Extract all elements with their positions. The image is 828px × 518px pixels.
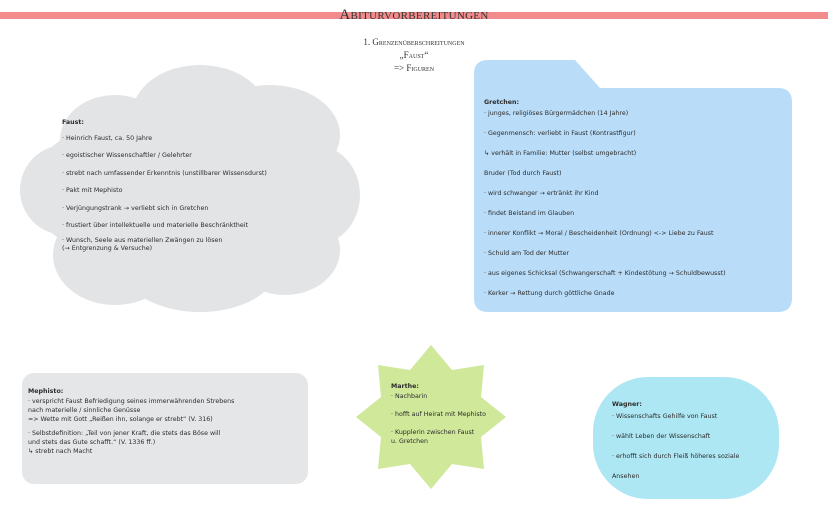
list-item: · wird schwanger → ertränkt ihr Kind	[484, 190, 599, 197]
list-item: · Kerker → Rettung durch göttliche Gnade	[484, 290, 615, 297]
faust-heading: Faust:	[62, 119, 84, 126]
list-item: · Schuld am Tod der Mutter	[484, 250, 570, 257]
list-item: · Selbstdefinition: „Teil von jener Kraft, die stets das Böse will	[28, 430, 221, 437]
list-item: (→ Entgrenzung & Versuche)	[62, 244, 153, 252]
list-item: · strebt nach umfassender Erkenntnis (unstillbarer Wissensdurst)	[62, 169, 267, 177]
list-item: · Wissenschafts Gehilfe von Faust	[612, 413, 718, 420]
list-item: · findet Beistand im Glauben	[484, 210, 575, 217]
subtitle-topic: => Figuren	[393, 63, 435, 73]
list-item: · erhofft sich durch Fleiß höheres soziale	[612, 453, 740, 460]
list-item: · Wunsch, Seele aus materiellen Zwängen zu lösen	[62, 236, 223, 244]
list-item: Ansehen	[612, 473, 640, 480]
list-item: · junges, religiöses Bürgermädchen (14 Jahre)	[484, 110, 629, 117]
page-title: Abiturvorbereitungen	[339, 7, 489, 23]
subtitle-chapter: 1. Grenzenüberschreitungen	[363, 37, 465, 47]
marthe-heading: Marthe:	[391, 383, 419, 390]
list-item: Bruder (Tod durch Faust)	[484, 170, 562, 177]
list-item: · frustiert über intellektuelle und materielle Beschränktheit	[62, 222, 248, 229]
list-item: ↳ strebt nach Macht	[28, 448, 93, 455]
list-item: · hofft auf Heirat mit Mephisto	[391, 411, 487, 418]
list-item: · Verjüngungstrank → verliebt sich in Gretchen	[62, 204, 209, 212]
wagner-heading: Wagner:	[612, 401, 642, 408]
list-item: · aus eigenes Schicksal (Schwangerschaft + Kindestötung → Schuldbewusst)	[484, 270, 726, 277]
faust-note	[62, 116, 267, 253]
list-item: · Nachbarin	[391, 393, 428, 400]
list-item: · egoistischer Wissenschaftler / Gelehrter	[62, 152, 192, 159]
list-item: und stets das Gute schafft.“ (V. 1336 ff.)	[28, 439, 156, 446]
gretchen-note	[484, 98, 726, 299]
list-item: · Heinrich Faust, ca. 50 Jahre	[62, 134, 153, 142]
list-item: u. Gretchen	[391, 438, 428, 445]
list-item: ↳ verhält in Familie: Mutter (selbst umgebracht)	[484, 150, 637, 157]
subtitle-work: „Faust“	[399, 50, 429, 60]
list-item: · Gegenmensch: verliebt in Faust (Kontrastfigur)	[484, 130, 636, 137]
list-item: · Kupplerin zwischen Faust	[391, 429, 475, 436]
gretchen-heading: Gretchen:	[484, 99, 520, 106]
list-item: · Pakt mit Mephisto	[62, 187, 123, 194]
list-item: nach materielle / sinnliche Genüsse	[28, 407, 141, 414]
list-item: · verspricht Faust Befriedigung seines immerwährenden Strebens	[28, 398, 235, 405]
list-item: · wählt Leben der Wissenschaft	[612, 433, 711, 440]
list-item: · innerer Konflikt → Moral / Bescheidenheit (Ordnung) <-> Liebe zu Faust	[484, 230, 714, 237]
marthe-note	[391, 382, 486, 446]
mephisto-note	[28, 387, 234, 456]
list-item: => Wette mit Gott „Reißen ihn, solange er strebt“ (V. 316)	[28, 416, 213, 423]
mephisto-heading: Mephisto:	[28, 388, 64, 395]
wagner-note	[612, 399, 739, 482]
